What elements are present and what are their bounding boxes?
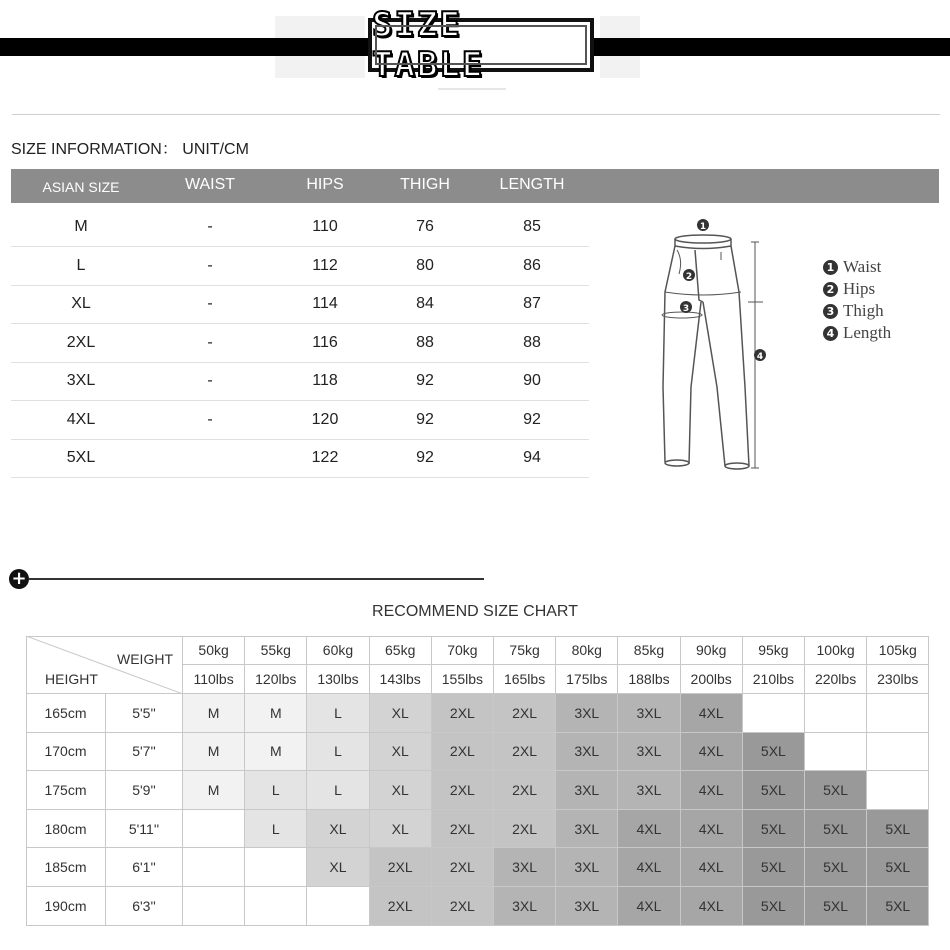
header-asian-size: ASIAN SIZE <box>42 179 120 195</box>
cell-length: 85 <box>523 218 541 235</box>
size-cell: L <box>307 733 369 772</box>
table-row <box>11 285 589 324</box>
legend-number: 2 <box>823 282 838 297</box>
recommend-title: RECOMMEND SIZE CHART <box>372 603 578 620</box>
cell-hips: 114 <box>312 295 338 312</box>
size-cell: 4XL <box>681 733 743 772</box>
weight-lbs-header: 143lbs <box>370 665 432 694</box>
size-cell: 5XL <box>805 887 867 926</box>
size-cell: 3XL <box>494 848 556 887</box>
size-cell: 3XL <box>618 733 680 772</box>
legend-label: Length <box>843 323 892 342</box>
cell-hips: 112 <box>312 256 338 274</box>
size-cell: XL <box>370 771 432 810</box>
cell-thigh: 76 <box>416 218 434 235</box>
cell-size: 2XL <box>66 333 96 351</box>
size-cell: 2XL <box>370 887 432 926</box>
size-cell: 2XL <box>494 771 556 810</box>
grid-corner-cell <box>26 636 183 694</box>
cell-waist: - <box>207 372 213 389</box>
size-table-header <box>11 169 939 203</box>
size-cell: 5XL <box>743 771 805 810</box>
weight-lbs-header: 188lbs <box>618 665 680 694</box>
size-cell: 4XL <box>618 848 680 887</box>
weight-kg-header: 50kg <box>183 636 245 665</box>
cell-size: M <box>74 218 88 235</box>
cell-waist: - <box>207 256 213 274</box>
banner-title: SIZE TABLE <box>372 5 485 85</box>
weight-lbs-header: 110lbs <box>183 665 245 694</box>
size-cell: 5XL <box>743 848 805 887</box>
size-cell: 5XL <box>867 848 929 887</box>
size-cell: 2XL <box>370 848 432 887</box>
cell-length: 87 <box>523 295 541 312</box>
weight-kg-header: 100kg <box>805 636 867 665</box>
cell-waist <box>160 439 260 477</box>
table-row <box>11 401 589 440</box>
size-cell: XL <box>307 810 369 849</box>
recommend-size-grid <box>26 636 929 926</box>
table-row <box>11 208 589 247</box>
size-cell: 3XL <box>556 810 618 849</box>
header-waist: WAIST <box>184 176 236 193</box>
size-cell: 4XL <box>681 694 743 733</box>
size-cell <box>245 848 307 887</box>
size-cell: XL <box>307 848 369 887</box>
corner-height-label: HEIGHT <box>45 671 98 687</box>
cell-length: 86 <box>523 256 541 274</box>
diagram-markers <box>680 219 766 362</box>
size-cell: 4XL <box>681 887 743 926</box>
weight-lbs-header: 220lbs <box>805 665 867 694</box>
weight-lbs-header: 165lbs <box>494 665 556 694</box>
size-cell: XL <box>370 694 432 733</box>
marker-waist: 1 <box>699 222 707 232</box>
cell-waist: - <box>207 218 213 235</box>
weight-kg-header: 55kg <box>245 636 307 665</box>
cell-thigh: 92 <box>416 410 434 428</box>
size-cell: 2XL <box>432 771 494 810</box>
weight-kg-header: 85kg <box>618 636 680 665</box>
size-cell: 5XL <box>867 810 929 849</box>
legend-label: Thigh <box>843 301 884 320</box>
height-ft-cell: 6'3'' <box>106 887 183 926</box>
size-cell <box>805 733 867 772</box>
cell-waist: - <box>207 410 213 428</box>
size-cell <box>183 887 245 926</box>
size-cell <box>805 694 867 733</box>
cell-size: 5XL <box>66 449 96 466</box>
legend-item-thigh <box>823 300 891 322</box>
cell-thigh: 84 <box>416 295 434 312</box>
weight-kg-header: 75kg <box>494 636 556 665</box>
legend-item-waist <box>823 256 891 278</box>
height-cm-cell: 170cm <box>26 733 106 772</box>
size-cell: 5XL <box>805 810 867 849</box>
weight-lbs-header: 155lbs <box>432 665 494 694</box>
size-cell: 4XL <box>681 771 743 810</box>
marker-hips: 2 <box>685 272 693 282</box>
size-cell: 3XL <box>556 887 618 926</box>
size-cell: 4XL <box>618 887 680 926</box>
height-cm-cell: 175cm <box>26 771 106 810</box>
size-info-label: SIZE INFORMATION： UNIT/CM <box>11 141 249 158</box>
size-cell: 3XL <box>556 733 618 772</box>
size-cell: 3XL <box>556 771 618 810</box>
weight-kg-header: 105kg <box>867 636 929 665</box>
header-thigh: THIGH <box>400 176 450 193</box>
height-cm-cell: 180cm <box>26 810 106 849</box>
size-cell: M <box>183 694 245 733</box>
size-cell: 3XL <box>618 694 680 733</box>
cell-hips: 120 <box>311 410 339 428</box>
pants-diagram <box>655 212 785 480</box>
size-cell: 4XL <box>618 810 680 849</box>
size-cell <box>183 810 245 849</box>
cell-size: XL <box>71 295 91 312</box>
size-cell: 4XL <box>681 810 743 849</box>
legend-label: Hips <box>843 279 876 298</box>
cell-length: 92 <box>523 410 541 428</box>
weight-kg-header: 90kg <box>681 636 743 665</box>
table-row <box>11 362 589 401</box>
size-cell: XL <box>370 810 432 849</box>
height-ft-cell: 5'7'' <box>106 733 183 772</box>
cell-size: 3XL <box>66 372 96 389</box>
legend-label: Waist <box>843 257 882 276</box>
header-length: LENGTH <box>499 176 565 193</box>
size-cell <box>867 733 929 772</box>
size-cell: 2XL <box>494 810 556 849</box>
marker-thigh: 3 <box>682 304 690 314</box>
legend-number: 3 <box>823 304 838 319</box>
table-row <box>11 439 589 478</box>
diagram-legend <box>823 256 891 344</box>
legend-number: 4 <box>823 326 838 341</box>
size-cell: 3XL <box>556 694 618 733</box>
weight-lbs-header: 230lbs <box>867 665 929 694</box>
legend-number: 1 <box>823 260 838 275</box>
size-cell: 5XL <box>743 887 805 926</box>
height-ft-cell: 5'9'' <box>106 771 183 810</box>
cell-thigh: 92 <box>416 449 434 466</box>
size-cell: 2XL <box>432 694 494 733</box>
weight-kg-header: 95kg <box>743 636 805 665</box>
height-cm-cell: 190cm <box>26 887 106 926</box>
weight-lbs-header: 175lbs <box>556 665 618 694</box>
cell-hips: 110 <box>312 218 338 235</box>
height-ft-cell: 5'11'' <box>106 810 183 849</box>
size-cell: 2XL <box>432 887 494 926</box>
cell-size: L <box>76 256 86 274</box>
size-cell: 5XL <box>743 810 805 849</box>
size-cell: 5XL <box>867 887 929 926</box>
cell-thigh: 92 <box>416 372 434 389</box>
size-cell <box>867 694 929 733</box>
size-cell: 3XL <box>556 848 618 887</box>
height-ft-cell: 6'1'' <box>106 848 183 887</box>
size-cell: 2XL <box>432 810 494 849</box>
size-cell: 5XL <box>805 771 867 810</box>
weight-kg-header: 65kg <box>370 636 432 665</box>
size-cell <box>183 848 245 887</box>
size-cell: L <box>307 771 369 810</box>
weight-lbs-header: 130lbs <box>307 665 369 694</box>
height-cm-cell: 165cm <box>26 694 106 733</box>
size-cell: M <box>245 694 307 733</box>
size-cell: L <box>245 771 307 810</box>
size-cell: L <box>245 810 307 849</box>
size-cell <box>867 771 929 810</box>
table-row <box>11 324 589 363</box>
top-divider <box>12 114 940 115</box>
header-hips: HIPS <box>306 176 344 193</box>
cell-hips: 116 <box>312 333 338 351</box>
cell-hips: 122 <box>311 449 339 466</box>
size-cell: 3XL <box>494 887 556 926</box>
cell-waist: - <box>207 295 213 312</box>
cell-size: 4XL <box>66 410 96 428</box>
height-cm-cell: 185cm <box>26 848 106 887</box>
section-line <box>29 578 484 580</box>
height-ft-cell: 5'5'' <box>106 694 183 733</box>
weight-lbs-header: 120lbs <box>245 665 307 694</box>
cell-waist: - <box>207 333 213 351</box>
plus-icon: + <box>9 569 29 589</box>
size-cell: 5XL <box>805 848 867 887</box>
weight-kg-header: 60kg <box>307 636 369 665</box>
size-cell <box>743 694 805 733</box>
size-cell: 2XL <box>432 848 494 887</box>
size-cell <box>307 887 369 926</box>
size-cell: L <box>307 694 369 733</box>
size-cell: M <box>183 733 245 772</box>
weight-lbs-header: 200lbs <box>681 665 743 694</box>
size-cell: 3XL <box>618 771 680 810</box>
size-cell: M <box>183 771 245 810</box>
weight-lbs-header: 210lbs <box>743 665 805 694</box>
size-cell: XL <box>370 733 432 772</box>
size-cell: M <box>245 733 307 772</box>
cell-length: 90 <box>523 372 541 389</box>
table-row <box>11 247 589 286</box>
cell-thigh: 88 <box>416 333 434 351</box>
cell-length: 94 <box>523 449 541 466</box>
cell-thigh: 80 <box>416 256 434 274</box>
cell-length: 88 <box>523 333 541 351</box>
size-cell: 5XL <box>743 733 805 772</box>
size-cell: 4XL <box>681 848 743 887</box>
marker-length: 4 <box>756 352 764 362</box>
banner-plate <box>368 5 594 85</box>
legend-item-hips <box>823 278 891 300</box>
weight-kg-header: 80kg <box>556 636 618 665</box>
size-cell: 2XL <box>432 733 494 772</box>
size-cell <box>245 887 307 926</box>
cell-hips: 118 <box>312 372 338 389</box>
corner-weight-label: WEIGHT <box>117 651 173 667</box>
size-cell: 2XL <box>494 733 556 772</box>
weight-kg-header: 70kg <box>432 636 494 665</box>
legend-item-length <box>823 322 891 344</box>
size-cell: 2XL <box>494 694 556 733</box>
banner-underline <box>438 88 506 90</box>
